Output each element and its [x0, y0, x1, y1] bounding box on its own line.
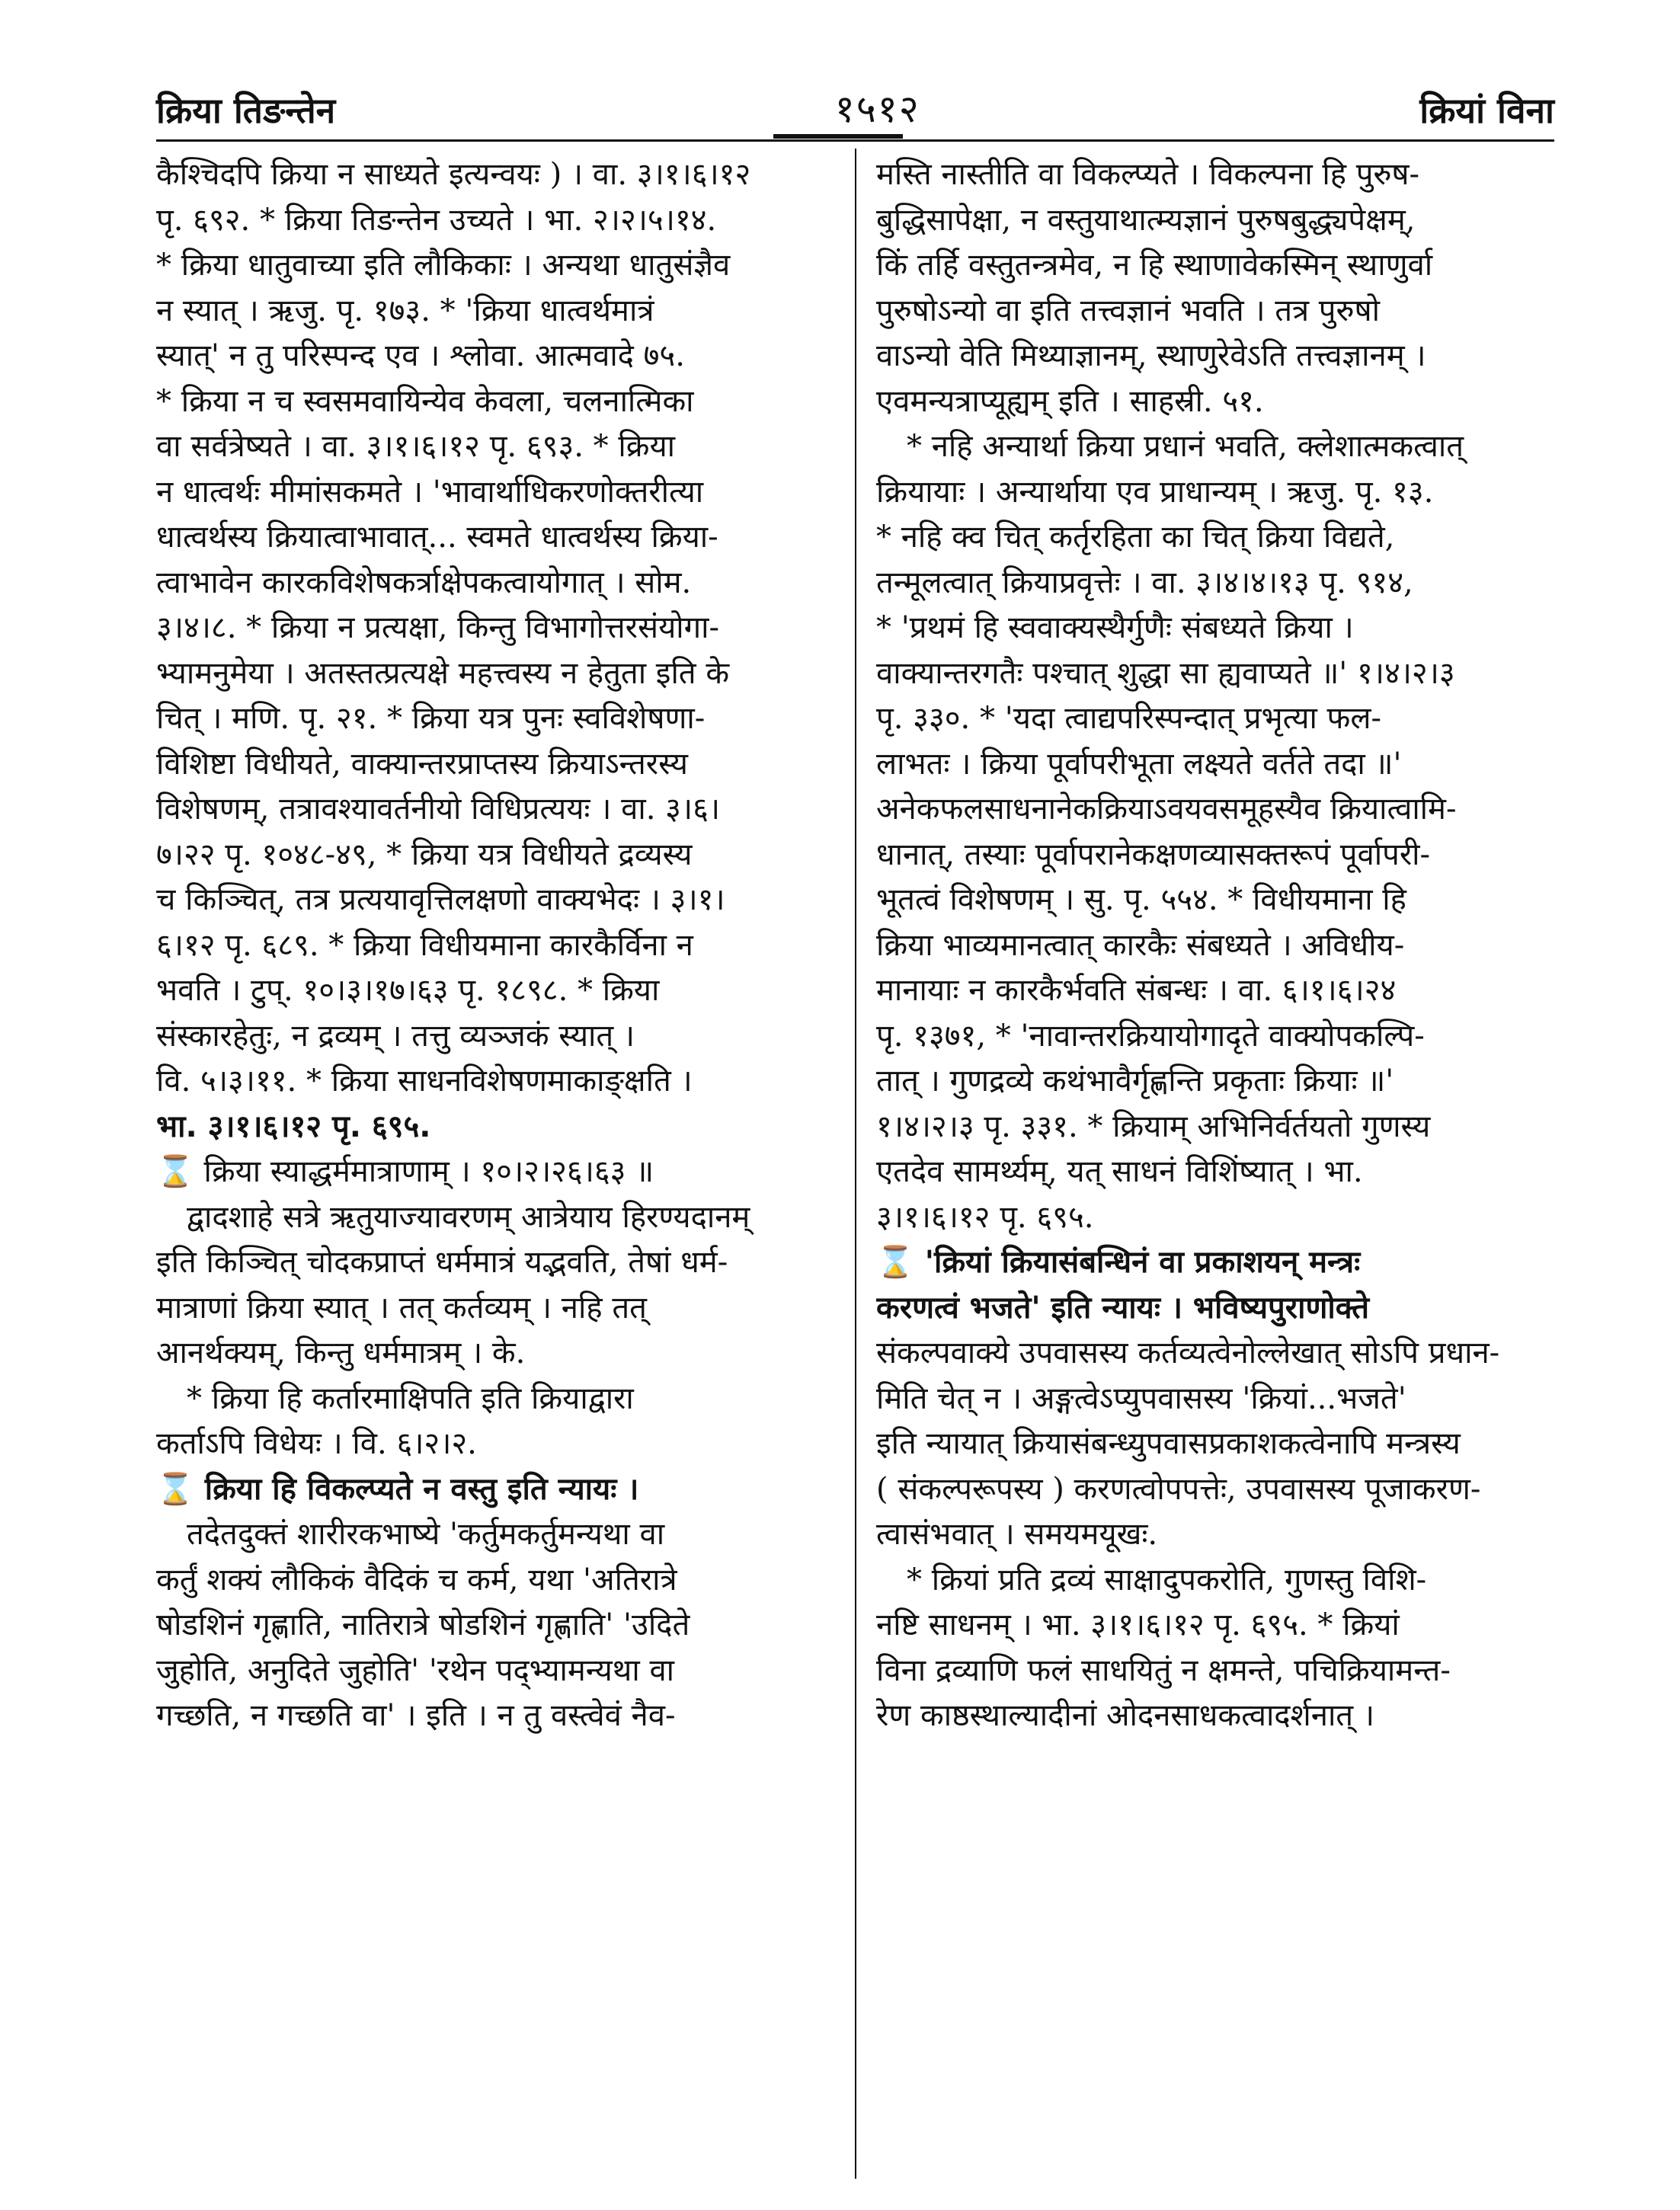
- text-line: * क्रिया न च स्वसमवायिन्येव केवला, चलनात्मिका: [156, 383, 694, 419]
- text-line: ३।१।६।१२ पृ. ६९५.: [876, 1199, 1094, 1235]
- text-line: धानात्, तस्याः पूर्वापरानेकक्षणव्यासक्तरूपं पूर्वापरी-: [876, 836, 1431, 872]
- text-line: संस्कारहेतुः, न द्रव्यम् । तत्तु व्यञ्जकं स्यात् ।: [156, 1018, 635, 1054]
- text-line: पृ. ३३०. * 'यदा त्वाद्यपरिस्पन्दात् प्रभृत्या फल-: [876, 701, 1382, 736]
- text-line: * क्रिया हि कर्तारमाक्षिपति इति क्रियाद्वारा: [187, 1380, 634, 1416]
- text-line: संकल्पवाक्ये उपवासस्य कर्तव्यत्वेनोल्लेखात् सोऽपि प्रधान-: [876, 1335, 1500, 1370]
- text-line: विशिष्टा विधीयते, वाक्यान्तरप्राप्तस्य क्रियाऽन्तरस्य: [156, 746, 688, 782]
- column-divider: [855, 149, 856, 2179]
- header-left-keyword: क्रिया तिङन्तेन: [156, 90, 336, 131]
- text-line: इति न्यायात् क्रियासंबन्ध्युपवासप्रकाशकत्वेनापि मन्त्रस्य: [876, 1426, 1461, 1461]
- text-line: भूतत्वं विशेषणम् । सु. पृ. ५५४. * विधीयमाना हि: [876, 882, 1406, 917]
- text-line: मस्ति नास्तीति वा विकल्प्यते । विकल्पना हि पुरुष-: [876, 157, 1419, 192]
- text-line: १।४।२।३ पृ. ३३१. * क्रियाम् अभिनिर्वर्तयतो गुणस्य: [876, 1108, 1431, 1144]
- text-line: वि. ५।३।११. * क्रिया साधनविशेषणमाकाङ्क्षति ।: [156, 1063, 693, 1099]
- text-line: ७।२२ पृ. १०४८-४९, * क्रिया यत्र विधीयते द्रव्यस्य: [156, 836, 693, 872]
- text-line: पृ. ६९२. * क्रिया तिङन्तेन उच्यते । भा. २।२।५।१४.: [156, 202, 717, 238]
- header-rule-center: [773, 134, 903, 139]
- header-rule: [156, 139, 1554, 142]
- text-line: अनेकफलसाधनानेकक्रियाऽवयवसमूहस्यैव क्रियात्वामि-: [876, 792, 1457, 827]
- text-line: बुद्धिसापेक्षा, न वस्तुयाथात्म्यज्ञानं पुरुषबुद्ध्यपेक्षम्,: [876, 202, 1416, 238]
- text-line: भा. ३।१।६।१२ पृ. ६९५.: [156, 1108, 431, 1144]
- text-line: रेण काष्ठस्थाल्यादीनां ओदनसाधकत्वादर्शनात् ।: [876, 1698, 1374, 1733]
- text-line: * 'प्रथमं हि स्ववाक्यस्थैर्गुणैः संबध्यते क्रिया ।: [876, 610, 1354, 645]
- text-line: तन्मूलत्वात् क्रियाप्रवृत्तेः । वा. ३।४।४।१३ पृ. ९१४,: [876, 564, 1413, 600]
- text-line: क्रिया भाव्यमानत्वात् कारकैः संबध्यते । अविधीय-: [876, 927, 1405, 963]
- text-line: न स्यात् । ऋजु. पृ. १७३. * 'क्रिया धात्वर्थमात्रं: [156, 293, 654, 328]
- text-line: वा सर्वत्रेष्यते । वा. ३।१।६।१२ पृ. ६९३. * क्रिया: [156, 429, 676, 464]
- text-line: मिति चेत् न । अङ्गत्वेऽप्युपवासस्य 'क्रियां...भजते': [876, 1380, 1406, 1416]
- text-line: * नहि क्व चित् कर्तृरहिता का चित् क्रिया विद्यते,: [876, 520, 1395, 555]
- text-line: क्रियायाः । अन्यार्थाया एव प्राधान्यम् । ऋजु. पृ. १३.: [876, 474, 1434, 510]
- text-line: न धात्वर्थः मीमांसकमते । 'भावार्थाधिकरणोक्तरीत्या: [156, 474, 704, 510]
- text-line: त्वाभावेन कारकविशेषकर्त्राक्षेपकत्वायोगात् । सोम.: [156, 564, 692, 600]
- text-line: पुरुषोऽन्यो वा इति तत्त्वज्ञानं भवति । तत्र पुरुषो: [876, 293, 1380, 328]
- text-line: मानायाः न कारकैर्भवति संबन्धः । वा. ६।१।६।२४: [876, 973, 1397, 1008]
- header-right-keyword: क्रियां विना: [1419, 90, 1554, 131]
- text-line: एवमन्यत्राप्यूह्यम् इति । साहस्री. ५१.: [876, 383, 1264, 419]
- text-line: ⌛ 'क्रियां क्रियासंबन्धिनं वा प्रकाशयन् मन्त्रः: [876, 1245, 1361, 1280]
- text-line: कैश्चिदपि क्रिया न साध्यते इत्यन्वयः ) । वा. ३।१।६।१२: [156, 157, 751, 192]
- text-line: करणत्वं भजते' इति न्यायः । भविष्यपुराणोक्ते: [876, 1290, 1369, 1326]
- text-line: जुहोति, अनुदिते जुहोति' 'रथेन पद्भ्यामन्यथा वा: [156, 1652, 675, 1688]
- text-line: ⌛ क्रिया हि विकल्प्यते न वस्तु इति न्यायः ।: [156, 1471, 639, 1507]
- text-line: धात्वर्थस्य क्रियात्वाभावात्... स्वमते धात्वर्थस्य क्रिया-: [156, 520, 718, 555]
- text-line: भवति । टुप्. १०।३।१७।६३ पृ. १८९८. * क्रिया: [156, 973, 660, 1008]
- text-line: षोडशिनं गृह्णाति, नातिरात्रे षोडशिनं गृह्णाति' 'उदिते: [156, 1607, 690, 1642]
- text-line: लाभतः । क्रिया पूर्वापरीभूता लक्ष्यते वर्तते तदा ॥': [876, 746, 1402, 782]
- text-line: वाक्यान्तरगतैः पश्चात् शुद्धा सा ह्यवाप्यते ॥' १।४।२।३: [876, 655, 1455, 691]
- text-line: आनर्थक्यम्, किन्तु धर्ममात्रम् । के.: [156, 1335, 526, 1370]
- text-line: कर्ताऽपि विधेयः । वि. ६।२।२.: [156, 1426, 477, 1461]
- text-line: च किञ्चित्, तत्र प्रत्ययावृत्तिलक्षणो वाक्यभेदः । ३।१।: [156, 882, 725, 917]
- text-line: ३।४।८. * क्रिया न प्रत्यक्षा, किन्तु विभागोत्तरसंयोगा-: [156, 610, 720, 645]
- right-column: [876, 152, 1554, 2179]
- text-line: नष्टि साधनम् । भा. ३।१।६।१२ पृ. ६९५. * क्रियां: [876, 1607, 1400, 1642]
- text-line: कर्तुं शक्यं लौकिकं वैदिकं च कर्म, यथा 'अतिरात्रे: [156, 1562, 677, 1598]
- text-line: * क्रियां प्रति द्रव्यं साक्षादुपकरोति, गुणस्तु विशि-: [907, 1562, 1427, 1598]
- text-line: विना द्रव्याणि फलं साधयितुं न क्षमन्ते, पचिक्रियामन्त-: [876, 1652, 1451, 1688]
- left-column: [156, 152, 834, 2179]
- page-header: [156, 72, 1554, 133]
- text-line: भ्यामनुमेया । अतस्तत्प्रत्यक्षे महत्त्वस्य न हेतुता इति के: [156, 655, 730, 691]
- text-line: * नहि अन्यार्था क्रिया प्रधानं भवति, क्लेशात्मकत्वात्: [907, 429, 1464, 464]
- text-line: एतदेव सामर्थ्यम्, यत् साधनं विशिंष्यात् । भा.: [876, 1154, 1363, 1189]
- text-line: द्वादशाहे सत्रे ऋतुयाज्यावरणम् आत्रेयाय हिरण्यदानम्: [187, 1199, 750, 1235]
- text-line: ( संकल्परूपस्य ) करणत्वोपपत्तेः, उपवासस्य पूजाकरण-: [876, 1471, 1481, 1507]
- text-line: इति किञ्चित् चोदकप्राप्तं धर्ममात्रं यद्भवति, तेषां धर्म-: [156, 1245, 728, 1280]
- text-line: किं तर्हि वस्तुतन्त्रमेव, न हि स्थाणावेकस्मिन् स्थाणुर्वा: [876, 248, 1433, 283]
- text-line: * क्रिया धातुवाच्या इति लौकिकाः । अन्यथा धातुसंज्ञैव: [156, 248, 731, 283]
- text-line: तदेतदुक्तं शारीरकभाष्ये 'कर्तुमकर्तुमन्यथा वा: [187, 1517, 665, 1552]
- text-line: स्यात्' न तु परिस्पन्द एव । श्लोवा. आत्मवादे ७५.: [156, 338, 685, 373]
- page-number: १५१२: [834, 87, 920, 131]
- text-line: ६।१२ पृ. ६८९. * क्रिया विधीयमाना कारकैर्विना न: [156, 927, 693, 963]
- text-line: त्वासंभवात् । समयमयूखः.: [876, 1517, 1158, 1552]
- text-line: गच्छति, न गच्छति वा' । इति । न तु वस्त्वेवं नैव-: [156, 1698, 676, 1733]
- text-line: वाऽन्यो वेति मिथ्याज्ञानम्, स्थाणुरेवेऽति तत्त्वज्ञानम् ।: [876, 338, 1426, 373]
- text-line: तात् । गुणद्रव्ये कथंभावैर्गृह्णन्ति प्रकृताः क्रियाः ॥': [876, 1063, 1394, 1099]
- text-line: ⌛ क्रिया स्याद्धर्ममात्राणाम् । १०।२।२६।६३ ॥: [156, 1154, 654, 1189]
- text-line: विशेषणम्, तत्रावश्यावर्तनीयो विधिप्रत्ययः । वा. ३।६।: [156, 792, 721, 827]
- text-line: चित् । मणि. पृ. २१. * क्रिया यत्र पुनः स्वविशेषणा-: [156, 701, 706, 736]
- text-line: पृ. १३७१, * 'नावान्तरक्रियायोगादृते वाक्योपकल्पि-: [876, 1018, 1425, 1054]
- text-line: मात्राणां क्रिया स्यात् । तत् कर्तव्यम् । नहि तत्: [156, 1290, 647, 1326]
